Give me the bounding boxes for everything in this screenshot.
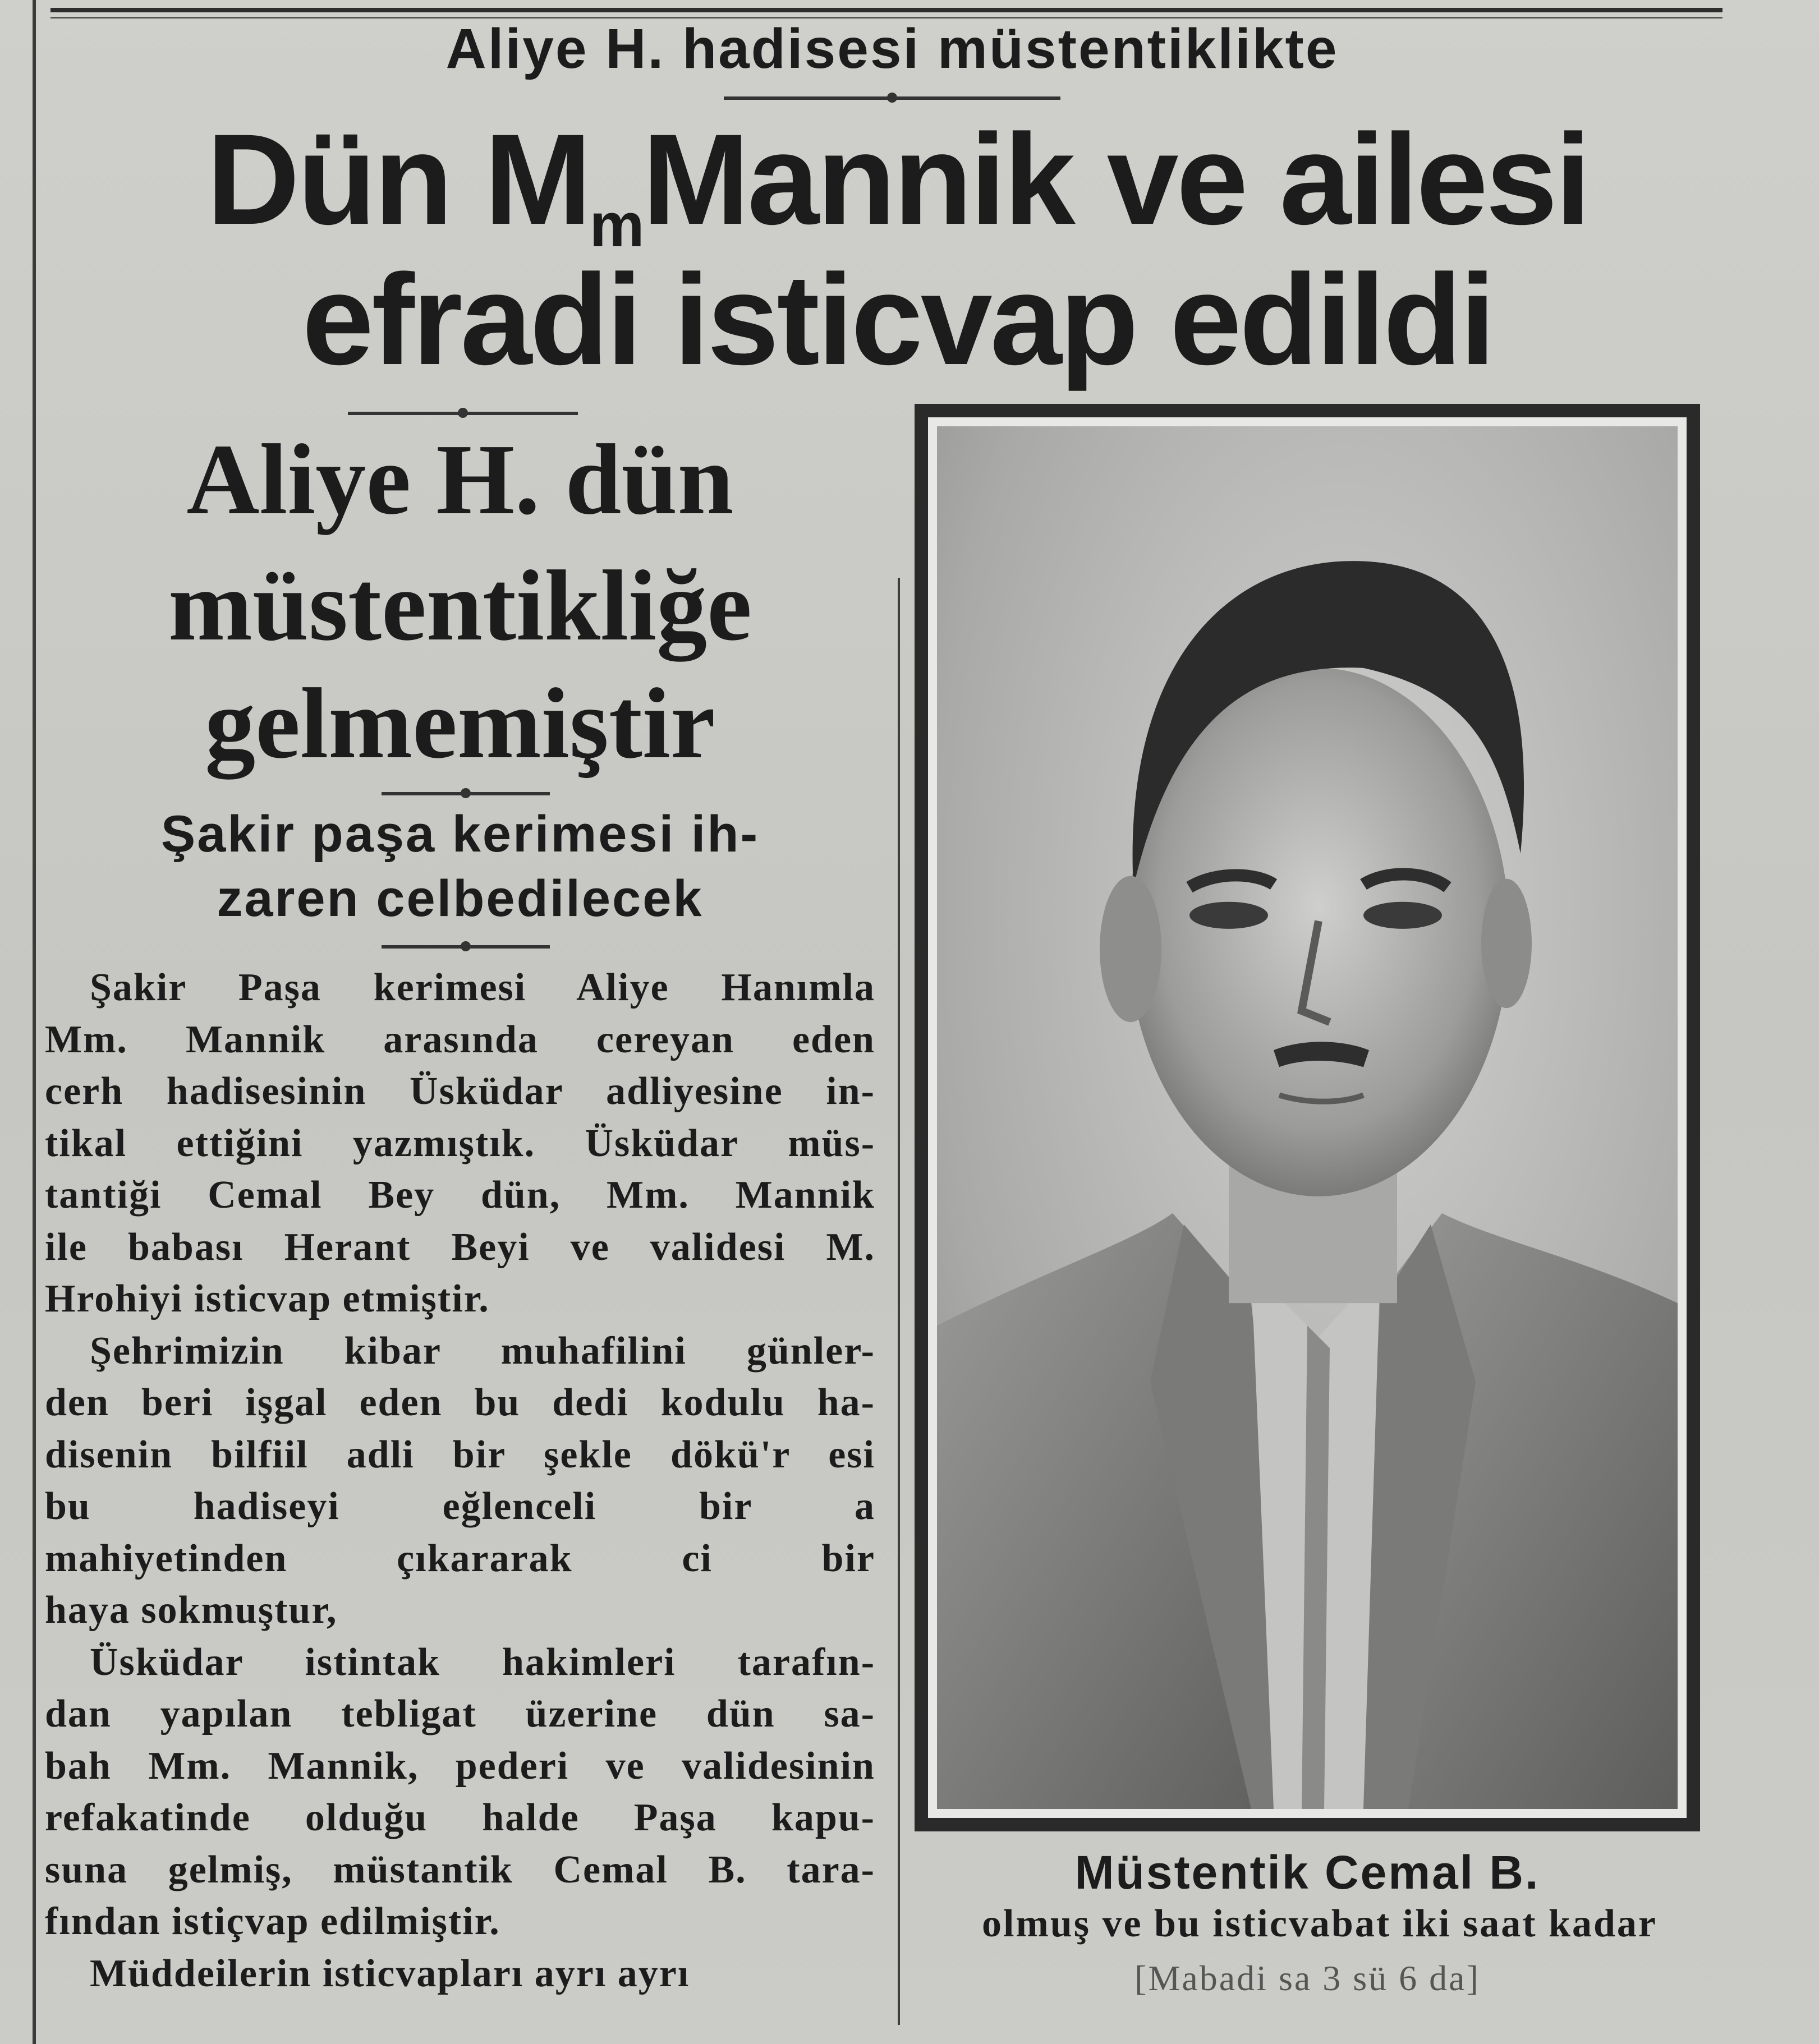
article-body-line: mahiyetinden çıkararak ci bir: [45, 1536, 875, 1580]
article-body-line: tikal ettiğini yazmıştık. Üsküdar müs-: [45, 1121, 875, 1165]
article-body-line: suna gelmiş, müstantik Cemal B. tara-: [45, 1848, 875, 1891]
article-body-line: cerh hadisesinin Üsküdar adliyesine in-: [45, 1070, 875, 1113]
article-body: [45, 962, 875, 2000]
headline-part-1: Dün M: [206, 107, 590, 251]
article-body-line: Mm. Mannik arasında cereyan eden: [45, 1018, 875, 1061]
photo-caption-name: Müstentik Cemal B.: [1074, 1846, 1540, 1899]
headline-subscript: m: [589, 191, 642, 260]
subheadline-line-3: gelmemiştir: [205, 667, 715, 779]
main-headline-line-2: efradi isticvap edildi: [302, 247, 1494, 392]
article-body-line: Hrohiyi isticvap etmiştir.: [45, 1277, 490, 1320]
photo-caption-continuation: olmuş ve bu isticvabat iki saat kadar: [982, 1902, 1657, 1945]
kicker-headline: Aliye H. hadisesi müstentiklikte: [445, 17, 1339, 80]
continuation-reference: [Mabadi sa 3 sü 6 da]: [1134, 1958, 1480, 1998]
subheadline-line-1: Aliye H. dün: [186, 423, 734, 535]
headline-part-2: Mannik ve ailesi: [642, 107, 1589, 251]
article-body-line: dan yapılan tebligat üzerine dün sa-: [45, 1692, 875, 1735]
article-body-line: refakatinde olduğu halde Paşa kapu-: [45, 1796, 875, 1839]
article-body-line: haya sokmuştur,: [45, 1589, 338, 1632]
article-body-line: Şehrimizin kibar muhafilini günler-: [90, 1329, 875, 1373]
portrait-photo: [928, 417, 1687, 1818]
article-body-line: bah Mm. Mannik, pederi ve validesinin: [45, 1744, 875, 1788]
article-body-line: disenin bilfiil adli bir şekle dökü'r esi: [45, 1433, 875, 1476]
ornament-rule-1: [724, 96, 1060, 100]
article-body-line: Şakir Paşa kerimesi Aliye Hanımla: [90, 966, 875, 1009]
article-body-line: Müddeilerin isticvapları ayrı ayrı: [90, 1951, 690, 1995]
main-headline-line-1: [50, 107, 1745, 260]
article-body-line: den beri işgal eden bu dedi kodulu ha-: [45, 1381, 875, 1424]
ornament-rule-3: [382, 792, 550, 795]
deck-line-2: zaren celbedilecek: [217, 870, 704, 927]
article-body-line: bu hadiseyi eğlenceli bir a: [45, 1485, 875, 1528]
article-body-line: tantiği Cemal Bey dün, Mm. Mannik: [45, 1173, 875, 1217]
article-body-line: Üsküdar istintak hakimleri tarafın-: [90, 1640, 875, 1684]
article-body-line: fından istiçvap edilmiştir.: [45, 1900, 500, 1943]
ornament-rule-2: [348, 412, 578, 415]
ornament-rule-4: [382, 945, 550, 949]
article-body-line: ile babası Herant Beyi ve validesi M.: [45, 1225, 875, 1269]
portrait-photo-frame: [915, 404, 1700, 1831]
column-divider: [898, 578, 900, 2025]
portrait-illustration: [937, 426, 1678, 1809]
subheadline-line-2: müstentikliğe: [168, 550, 752, 661]
deck-line-1: Şakir paşa kerimesi ih-: [160, 805, 760, 863]
left-column-rule: [33, 0, 36, 2044]
top-rule: [50, 8, 1722, 12]
